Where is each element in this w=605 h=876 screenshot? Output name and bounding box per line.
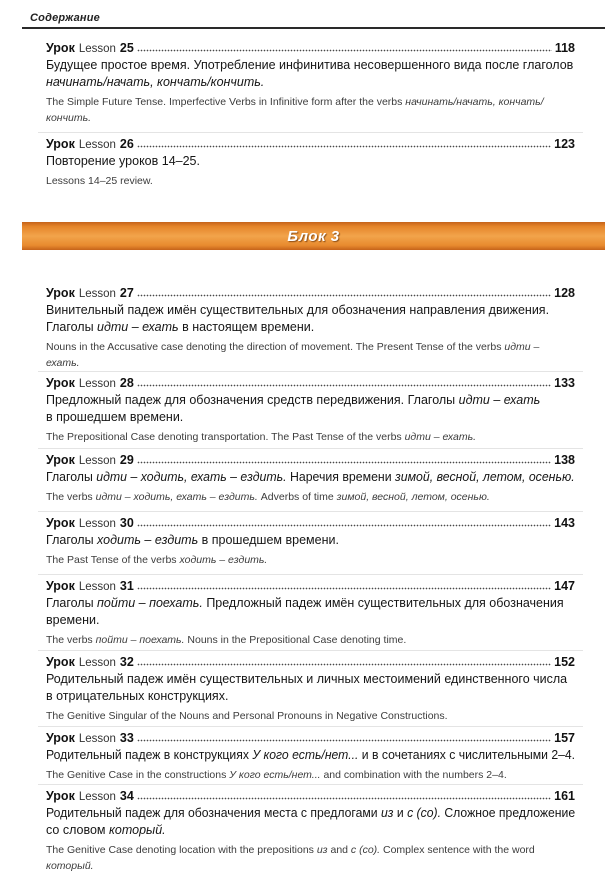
en-line <box>46 552 575 568</box>
en-line <box>46 110 575 126</box>
dot-leader <box>137 523 551 528</box>
text-run: и в сочетаниях с числительными 2–4. <box>358 748 576 762</box>
ru-line <box>46 532 575 549</box>
lesson-entry <box>46 788 575 874</box>
line-text <box>46 858 94 874</box>
en-line <box>46 173 575 189</box>
ru-line <box>46 302 575 319</box>
text-run: Наречия времени <box>286 470 396 484</box>
text-run: и <box>393 806 408 820</box>
lesson-title-en <box>46 94 575 126</box>
lesson-title-en <box>46 339 575 371</box>
text-run: Nouns in the Prepositional Case denoting time. <box>184 634 407 646</box>
lesson-title-ru <box>46 302 575 336</box>
dot-leader <box>137 293 551 298</box>
text-run: Глаголы <box>46 596 98 610</box>
ru-line <box>46 153 575 170</box>
text-run: The verbs <box>46 491 96 503</box>
en-line <box>46 94 575 110</box>
text-run: The Genitive Singular of the Nouns and Personal Pronouns in Negative Constructions. <box>46 710 448 722</box>
lesson-label-ru: Урок <box>46 655 75 669</box>
italic-term: зимой, весной, летом, осенью. <box>395 470 575 484</box>
dot-leader <box>137 796 551 801</box>
lesson-label-en: Lesson <box>78 378 116 390</box>
ru-line <box>46 688 575 705</box>
lesson-heading <box>46 40 575 57</box>
line-text <box>46 110 91 126</box>
lesson-heading <box>46 788 575 805</box>
lesson-entry <box>46 40 575 126</box>
lesson-number: 31 <box>119 579 134 593</box>
lesson-label-en: Lesson <box>78 455 116 467</box>
italic-term: ходить – ездить <box>97 533 199 547</box>
line-text <box>46 671 567 688</box>
dot-leader <box>137 460 551 465</box>
lesson-title-en <box>46 173 575 189</box>
ru-line <box>46 409 575 426</box>
ru-line <box>46 57 575 74</box>
line-text <box>46 708 448 724</box>
text-run: Будущее простое время. Употребление инфинитива несовершенного вида после глаголов <box>46 58 574 72</box>
text-run: Винительный падеж имён существительных для обозначения направления движения. <box>46 303 550 317</box>
lesson-label-ru: Урок <box>46 41 75 55</box>
dot-leader <box>137 383 551 388</box>
lesson-heading <box>46 515 575 532</box>
dot-leader <box>137 48 552 53</box>
block-title: Блок 3 <box>287 227 340 245</box>
text-run: and combination with the numbers 2–4. <box>320 769 507 781</box>
lesson-title-en <box>46 429 575 445</box>
text-run: Родительный падеж для обозначения места с предлогами <box>46 806 382 820</box>
line-text <box>46 632 406 648</box>
lesson-label-en: Lesson <box>78 733 116 745</box>
en-line <box>46 767 575 783</box>
text-run: Предложный падеж имён существительных для обозначения <box>202 596 564 610</box>
line-text <box>46 822 166 839</box>
lesson-label-ru: Урок <box>46 286 75 300</box>
italic-term: идти – <box>504 341 540 353</box>
en-line <box>46 632 575 648</box>
line-text <box>46 429 476 445</box>
ru-line <box>46 319 575 336</box>
ru-line <box>46 747 575 764</box>
ru-line <box>46 392 575 409</box>
text-run: в настоящем времени. <box>178 320 315 334</box>
italic-term: с (со). <box>407 806 441 820</box>
text-run: Родительный падеж имён существительных и личных местоимений единственного числа <box>46 672 568 686</box>
lesson-title-en <box>46 767 575 783</box>
italic-term: идти – ехать. <box>404 431 477 443</box>
lesson-title-ru <box>46 57 575 91</box>
lesson-label-en: Lesson <box>78 791 116 803</box>
text-run: в отрицательных конструкциях. <box>46 689 229 703</box>
line-text <box>46 319 314 336</box>
lesson-number: 27 <box>119 286 134 300</box>
dot-leader <box>137 144 551 149</box>
lesson-label-ru: Урок <box>46 731 75 745</box>
text-run: Complex sentence with the word <box>380 844 535 856</box>
italic-term: из <box>381 806 394 820</box>
italic-term: идти – ходить, ехать – ездить. <box>96 470 287 484</box>
line-text <box>46 688 228 705</box>
ru-line <box>46 822 575 839</box>
line-text <box>46 153 200 170</box>
section-header: Содержание <box>30 12 100 24</box>
lesson-label-en: Lesson <box>78 581 116 593</box>
lesson-number: 32 <box>119 655 134 669</box>
line-text <box>46 532 339 549</box>
line-text <box>46 392 540 409</box>
line-text <box>46 805 575 822</box>
text-run: Lessons 14–25 review. <box>46 175 153 187</box>
italic-term: ехать. <box>46 357 80 369</box>
lesson-entry <box>46 515 575 568</box>
lesson-label-en: Lesson <box>78 288 116 300</box>
lesson-label-ru: Урок <box>46 376 75 390</box>
line-text <box>46 57 573 74</box>
lesson-number: 33 <box>119 731 134 745</box>
line-text <box>46 842 535 858</box>
line-text <box>46 94 544 110</box>
ru-line <box>46 612 575 629</box>
lesson-title-en <box>46 842 575 874</box>
italic-term: идти – ходить, ехать – ездить. <box>95 491 258 503</box>
line-text <box>46 339 539 355</box>
page-number: 118 <box>554 41 575 55</box>
dot-leader <box>137 738 551 743</box>
text-run: в прошедшем времени. <box>198 533 339 547</box>
text-run: The Simple Future Tense. Imperfective Verbs in Infinitive form after the verbs <box>46 96 406 108</box>
lesson-entry <box>46 654 575 724</box>
lesson-entry <box>46 452 575 505</box>
text-run: Сложное предложение <box>440 806 576 820</box>
dot-leader <box>137 586 551 591</box>
text-run: The Genitive Case denoting location with the prepositions <box>46 844 317 856</box>
lesson-title-en <box>46 489 575 505</box>
text-run: The Prepositional Case denoting transportation. The Past Tense of the verbs <box>46 431 405 443</box>
ru-line <box>46 469 575 486</box>
ru-line <box>46 805 575 822</box>
italic-term: который. <box>108 823 166 837</box>
en-line <box>46 858 575 874</box>
text-run: Глаголы <box>46 470 97 484</box>
lesson-number: 30 <box>119 516 134 530</box>
lesson-label-ru: Урок <box>46 789 75 803</box>
lesson-label-en: Lesson <box>78 518 116 530</box>
lesson-heading <box>46 654 575 671</box>
text-run: Повторение уроков 14–25. <box>46 154 200 168</box>
page-number: 157 <box>554 731 575 745</box>
lesson-label-en: Lesson <box>78 657 116 669</box>
lesson-number: 29 <box>119 453 134 467</box>
lesson-entry <box>46 136 575 189</box>
ru-line <box>46 671 575 688</box>
lesson-label-ru: Урок <box>46 516 75 530</box>
en-line <box>46 429 575 445</box>
lesson-label-en: Lesson <box>78 139 116 151</box>
line-text <box>46 409 183 426</box>
lesson-label-ru: Урок <box>46 579 75 593</box>
page-number: 133 <box>554 376 575 390</box>
lesson-heading <box>46 730 575 747</box>
italic-term: кончить. <box>46 112 92 124</box>
lesson-title-ru <box>46 392 575 426</box>
text-run: времени. <box>46 613 100 627</box>
lesson-title-en <box>46 632 575 648</box>
lesson-title-ru <box>46 595 575 629</box>
italic-term: начинать/начать, кончать/ <box>405 96 544 108</box>
dot-leader <box>137 662 551 667</box>
text-run: The Genitive Case in the constructions <box>46 769 230 781</box>
en-line <box>46 842 575 858</box>
lesson-entry <box>46 578 575 648</box>
italic-term: идти – ехать <box>97 320 179 334</box>
line-text <box>46 302 549 319</box>
line-text <box>46 355 80 371</box>
line-text <box>46 469 575 486</box>
lesson-heading <box>46 285 575 302</box>
text-run: The Past Tense of the verbs <box>46 554 180 566</box>
lesson-title-en <box>46 708 575 724</box>
italic-term: ходить – ездить. <box>179 554 268 566</box>
line-text <box>46 595 564 612</box>
text-run: в прошедшем времени. <box>46 410 184 424</box>
en-line <box>46 355 575 371</box>
lesson-heading <box>46 375 575 392</box>
line-text <box>46 612 99 629</box>
text-run: The verbs <box>46 634 96 646</box>
lesson-entry <box>46 285 575 371</box>
en-line <box>46 708 575 724</box>
text-run: and <box>327 844 351 856</box>
lesson-number: 26 <box>119 137 134 151</box>
line-text <box>46 767 507 783</box>
italic-term: из <box>316 844 328 856</box>
lesson-title-ru <box>46 671 575 705</box>
lesson-heading <box>46 578 575 595</box>
lesson-number: 25 <box>119 41 134 55</box>
lesson-title-ru <box>46 532 575 549</box>
text-run: Родительный падеж в конструкциях <box>46 748 253 762</box>
lesson-title-ru <box>46 805 575 839</box>
page-number: 147 <box>554 579 575 593</box>
italic-term: пойти – поехать. <box>97 596 203 610</box>
lesson-heading <box>46 452 575 469</box>
italic-term: начинать/начать, кончать/кончить. <box>46 75 265 89</box>
lesson-label-en: Lesson <box>78 43 116 55</box>
lesson-title-ru <box>46 747 575 764</box>
italic-term: идти – ехать <box>458 393 541 407</box>
lesson-title-ru <box>46 469 575 486</box>
ru-line <box>46 595 575 612</box>
line-text <box>46 747 575 764</box>
page-number: 128 <box>554 286 575 300</box>
text-run: Adverbs of time <box>257 491 337 503</box>
italic-term: с (со). <box>350 844 381 856</box>
lesson-label-ru: Урок <box>46 137 75 151</box>
italic-term: зимой, весной, летом, осенью. <box>336 491 490 503</box>
en-line <box>46 489 575 505</box>
italic-term: пойти – поехать. <box>95 634 185 646</box>
page-number: 143 <box>554 516 575 530</box>
text-run: Глаголы <box>46 320 98 334</box>
text-run: Nouns in the Accusative case denoting the direction of movement. The Present Tense of the verbs <box>46 341 505 353</box>
ru-line <box>46 74 575 91</box>
en-line <box>46 339 575 355</box>
lesson-number: 28 <box>119 376 134 390</box>
italic-term: У кого есть/нет... <box>252 748 359 762</box>
italic-term: который. <box>46 860 94 872</box>
text-run: Глаголы <box>46 533 98 547</box>
lesson-entry <box>46 730 575 783</box>
line-text <box>46 173 153 189</box>
line-text <box>46 552 267 568</box>
page-number: 161 <box>554 789 575 803</box>
lesson-label-ru: Урок <box>46 453 75 467</box>
page-number: 138 <box>554 453 575 467</box>
lesson-title-en <box>46 552 575 568</box>
page-number: 152 <box>554 655 575 669</box>
italic-term: У кого есть/нет... <box>229 769 321 781</box>
line-text <box>46 489 490 505</box>
lesson-entry <box>46 375 575 445</box>
lesson-number: 34 <box>119 789 134 803</box>
lesson-heading <box>46 136 575 153</box>
text-run: Предложный падеж для обозначения средств передвижения. Глаголы <box>46 393 459 407</box>
text-run: со словом <box>46 823 109 837</box>
lesson-title-ru <box>46 153 575 170</box>
line-text <box>46 74 264 91</box>
page-number: 123 <box>554 137 575 151</box>
